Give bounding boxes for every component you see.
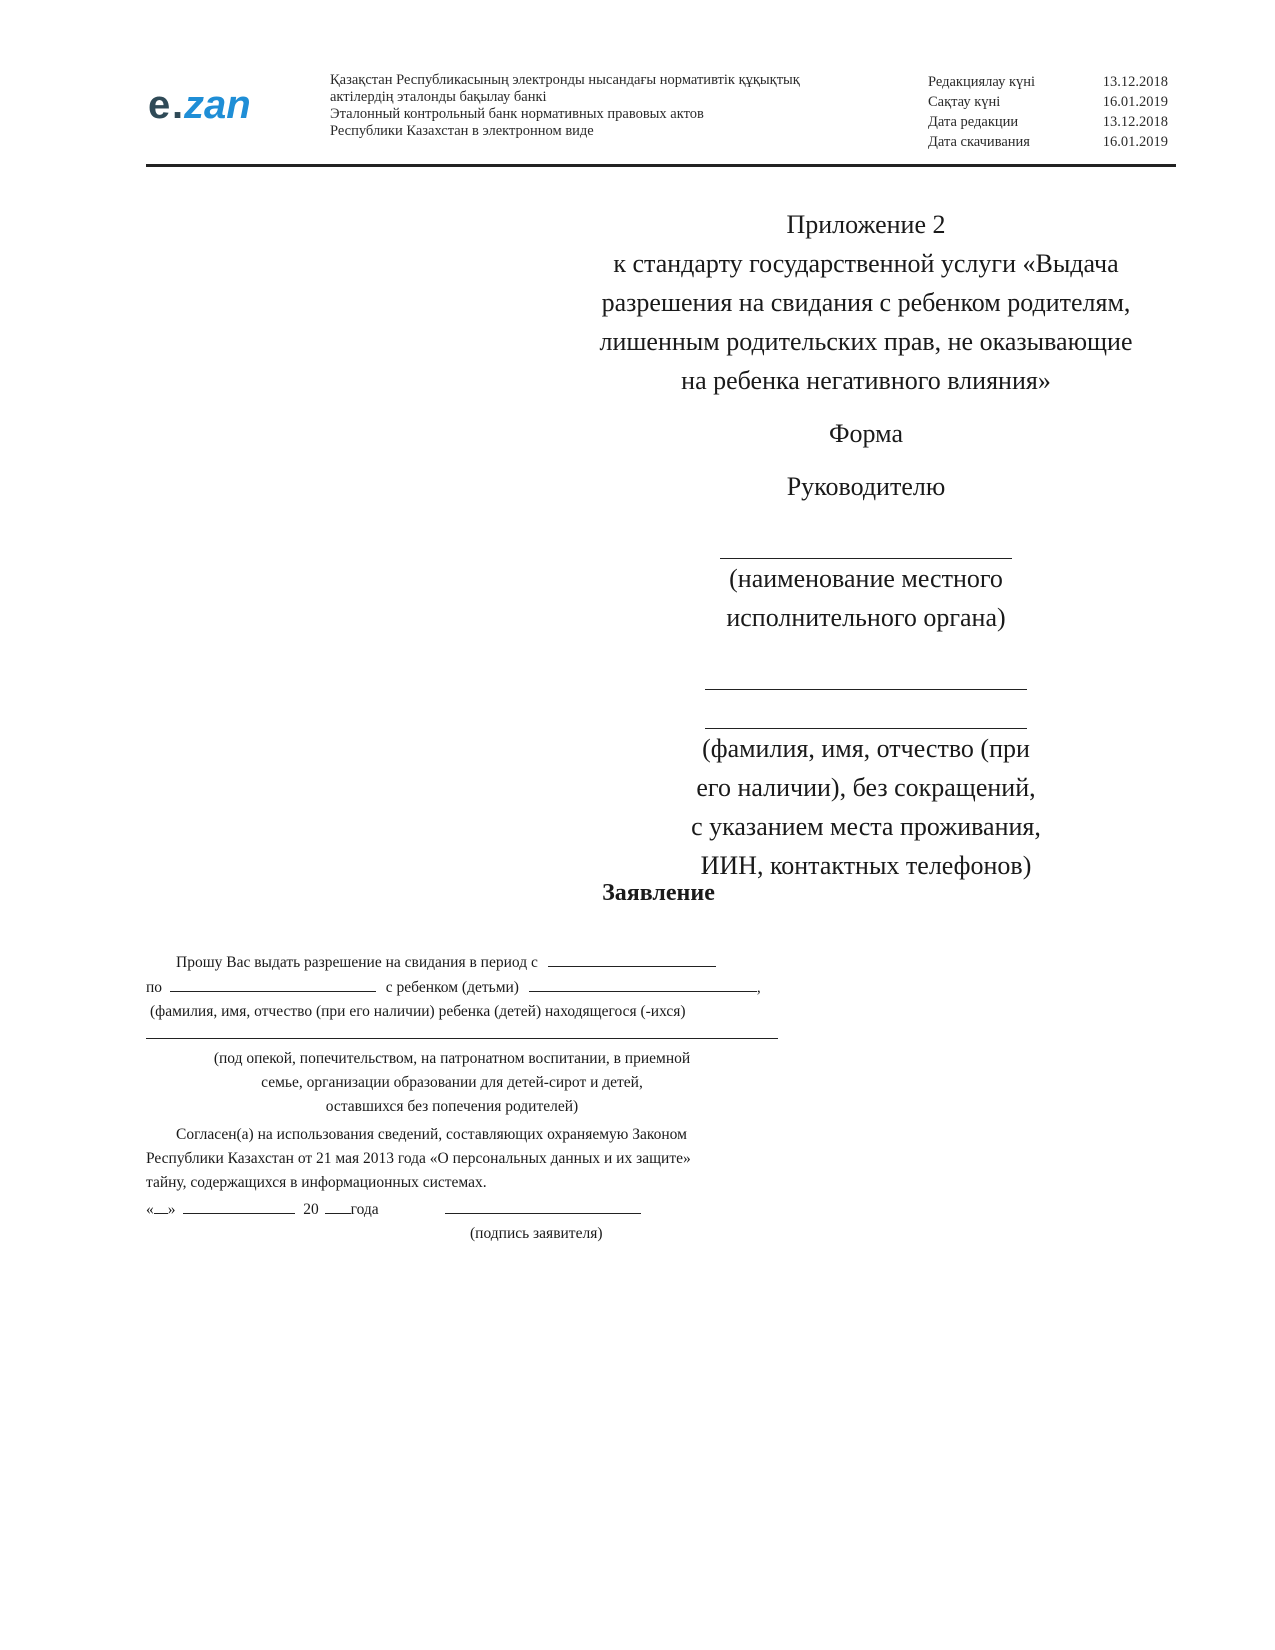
year-prefix: 20 [303, 1201, 319, 1218]
comma: , [756, 979, 761, 996]
date-close-quote: » [167, 1201, 176, 1218]
meta-row [928, 132, 1168, 152]
header-desc-line: актілердің эталонды бақылау банкі [330, 89, 547, 105]
year-suffix: года [350, 1201, 379, 1218]
svg-text:e: e [148, 83, 171, 127]
applicant-hint-line: его наличии), без сокращений, [696, 773, 1036, 802]
guardianship-hint-line: семье, организации образовании для детей-сирот и детей, [261, 1074, 643, 1091]
appendix-line: Приложение 2 [786, 210, 946, 239]
guardianship-hint-line: (под опекой, попечительством, на патронатном воспитании, в приемной [213, 1050, 691, 1067]
applicant-field[interactable] [556, 690, 1176, 729]
month-field[interactable] [183, 1197, 295, 1214]
meta-value: 13.12.2018 [1102, 114, 1168, 130]
meta-label: Дата скачивания [928, 134, 1030, 150]
header-desc-line: Эталонный контрольный банк нормативных правовых актов [330, 106, 704, 122]
consent-line: Согласен(а) на использования сведений, составляющих охраняемую Законом [176, 1126, 687, 1143]
day-field[interactable] [154, 1197, 168, 1214]
meta-label: Дата редакции [928, 114, 1019, 130]
header-desc-line: Республики Казахстан в электронном виде [330, 123, 594, 139]
child-name-field[interactable] [529, 975, 757, 992]
date-open-quote: « [146, 1201, 154, 1218]
appendix-line: к стандарту государственной услуги «Выдача [613, 249, 1119, 278]
svg-text:.: . [172, 83, 184, 127]
applicant-hint-line: с указанием места проживания, [691, 812, 1041, 841]
period-text: Прошу Вас выдать разрешение на свидания в период с [176, 954, 538, 971]
meta-value: 16.01.2019 [1102, 94, 1168, 110]
ezan-logo-graphic [148, 80, 288, 130]
period-to-field[interactable] [170, 975, 376, 992]
meta-row [928, 112, 1168, 132]
meta-value: 13.12.2018 [1102, 74, 1168, 90]
organ-name-field[interactable] [556, 520, 1176, 559]
appendix-line: лишенным родительских прав, не оказывающие [599, 327, 1133, 356]
child-label: с ребенком (детьми) [385, 979, 519, 996]
appendix-line: на ребенка негативного влияния» [681, 366, 1051, 395]
header-desc-line: Қазақстан Республикасының электронды нысандағы нормативтік құқықтық [330, 72, 800, 88]
applicant-field[interactable] [556, 651, 1176, 690]
meta-value: 16.01.2019 [1102, 134, 1168, 150]
year-field[interactable] [325, 1197, 351, 1214]
organ-hint-line: исполнительного органа) [726, 603, 1006, 632]
signature-hint: (подпись заявителя) [470, 1225, 603, 1242]
period-to-label: по [146, 979, 163, 996]
document-title: Заявление [602, 880, 715, 906]
placement-field[interactable] [146, 1024, 778, 1039]
header-meta [928, 72, 1168, 152]
period-from-field[interactable] [548, 950, 716, 967]
guardianship-hint-line: оставшихся без попечения родителей) [325, 1098, 579, 1115]
form-row-child [146, 975, 786, 1000]
meta-label: Редакциялау күні [928, 74, 1036, 90]
applicant-hint-line: (фамилия, имя, отчество (при [702, 734, 1030, 763]
signature-field[interactable] [445, 1197, 641, 1214]
form-label: Форма [829, 419, 903, 448]
application-form [146, 950, 786, 1246]
meta-label: Сақтау күні [928, 94, 1001, 110]
header-divider [146, 164, 1176, 167]
meta-row [928, 92, 1168, 112]
consent-line: Республики Казахстан от 21 мая 2013 года «О персональных данных и их защите» [146, 1150, 691, 1167]
appendix-line: разрешения на свидания с ребенком родителям, [601, 288, 1131, 317]
child-hint: (фамилия, имя, отчество (при его наличии) ребенка (детей) находящегося (-ихся) [150, 1003, 686, 1020]
ezan-logo [148, 80, 288, 130]
svg-text:zan: zan [184, 83, 251, 127]
addressee: Руководителю [786, 472, 946, 501]
appendix-block [556, 205, 1176, 885]
date-signature-row [146, 1197, 786, 1222]
organ-hint-line: (наименование местного [729, 564, 1003, 593]
meta-row [928, 72, 1168, 92]
form-row-period [146, 950, 786, 975]
consent-line: тайну, содержащихся в информационных системах. [146, 1174, 487, 1191]
applicant-hint-line: ИИН, контактных телефонов) [700, 851, 1032, 880]
header-description [330, 72, 890, 140]
